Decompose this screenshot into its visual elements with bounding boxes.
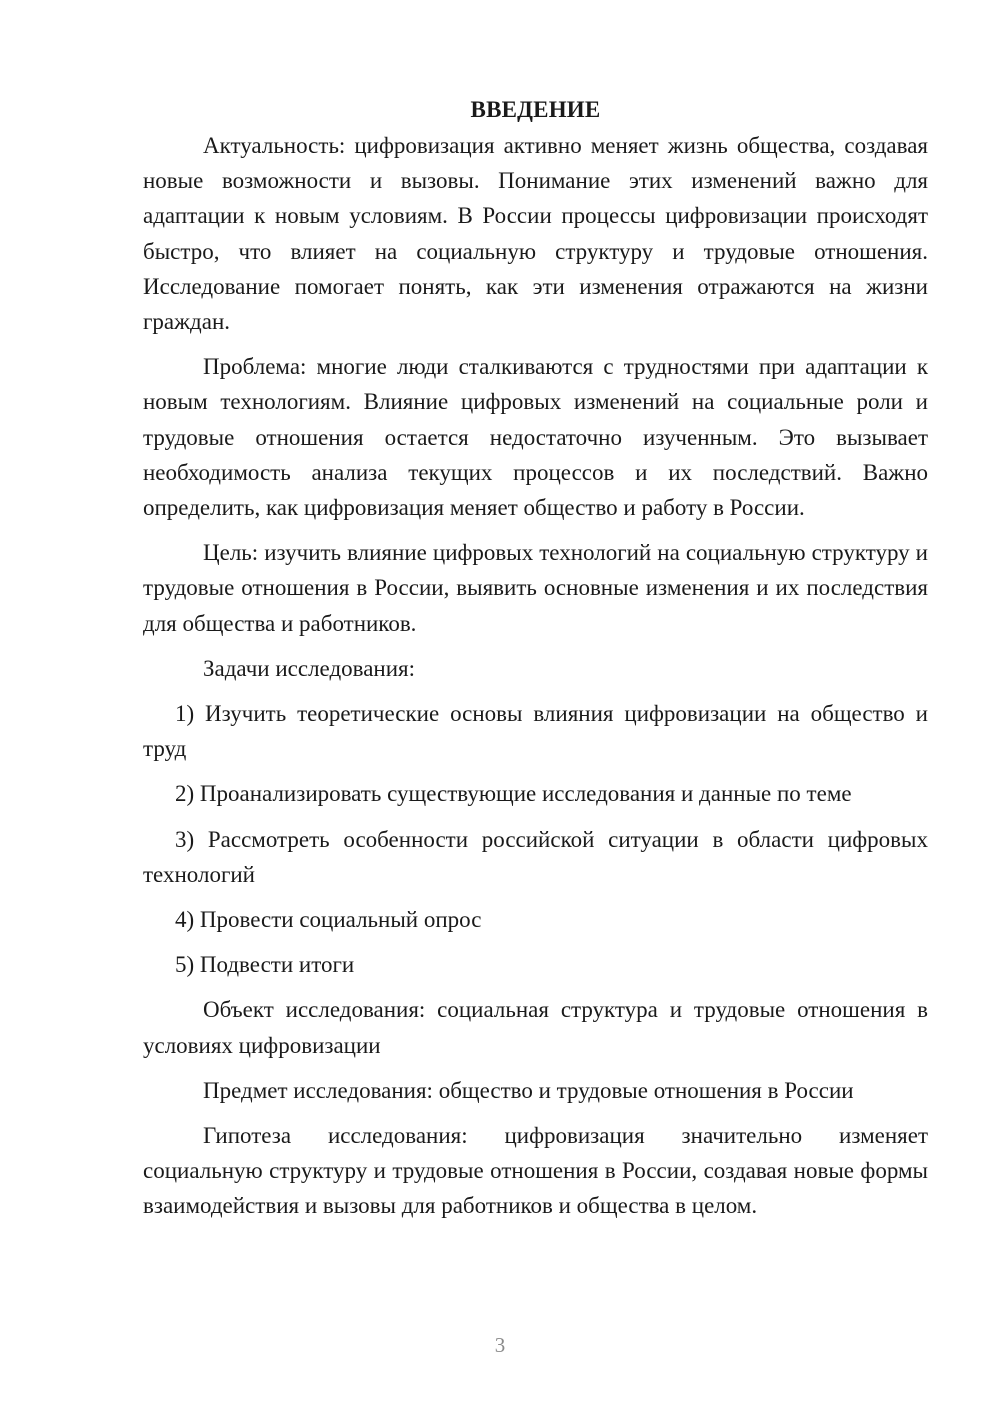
paragraph-subject: Предмет исследования: общество и трудовые отношения в России	[203, 1077, 854, 1103]
task-item-1: 1) Изучить теоретические основы влияния цифровизации на общество и труд	[143, 701, 928, 762]
paragraph-goal: Цель: изучить влияние цифровых технологий на социальную структуру и трудовые отношения в России, выявить основные изменения и их последствия для общества и работников.	[143, 540, 928, 636]
task-item-5: 5) Подвести итоги	[175, 952, 355, 978]
tasks-title: Задачи исследования:	[203, 655, 416, 681]
section-heading: ВВЕДЕНИЕ	[470, 97, 601, 122]
paragraph-relevance: Актуальность: цифровизация активно меняет жизнь общества, создавая новые возможности и вызовы. Понимание этих изменений важно для адаптации к новым условиям. В России процессы цифровизации происходят быстро, что влияет на социальную структуру и трудовые отношения. Исследование помогает понять, как эти изменения отражаются на жизни граждан.	[143, 133, 928, 335]
page-number: 3	[494, 1333, 506, 1357]
task-item-4: 4) Провести социальный опрос	[175, 907, 482, 933]
document-page	[143, 92, 928, 1234]
paragraph-object: Объект исследования: социальная структура и трудовые отношения в условиях цифровизации	[143, 997, 928, 1058]
task-item-3: 3) Рассмотреть особенности российской ситуации в области цифровых технологий	[143, 826, 928, 887]
paragraph-problem: Проблема: многие люди сталкиваются с трудностями при адаптации к новым технологиям. Влияние цифровых изменений на социальные роли и трудовые отношения остается недостаточно изученным. Это вызывает необходимость анализа текущих процессов и их последствий. Важно определить, как цифровизация меняет общество и работу в России.	[143, 354, 928, 521]
paragraph-hypothesis: Гипотеза исследования: цифровизация значительно изменяет социальную структуру и трудовые отношения в России, создавая новые формы взаимодействия и вызовы для работников и общества в целом.	[143, 1123, 928, 1219]
task-item-2: 2) Проанализировать существующие исследования и данные по теме	[175, 781, 852, 807]
